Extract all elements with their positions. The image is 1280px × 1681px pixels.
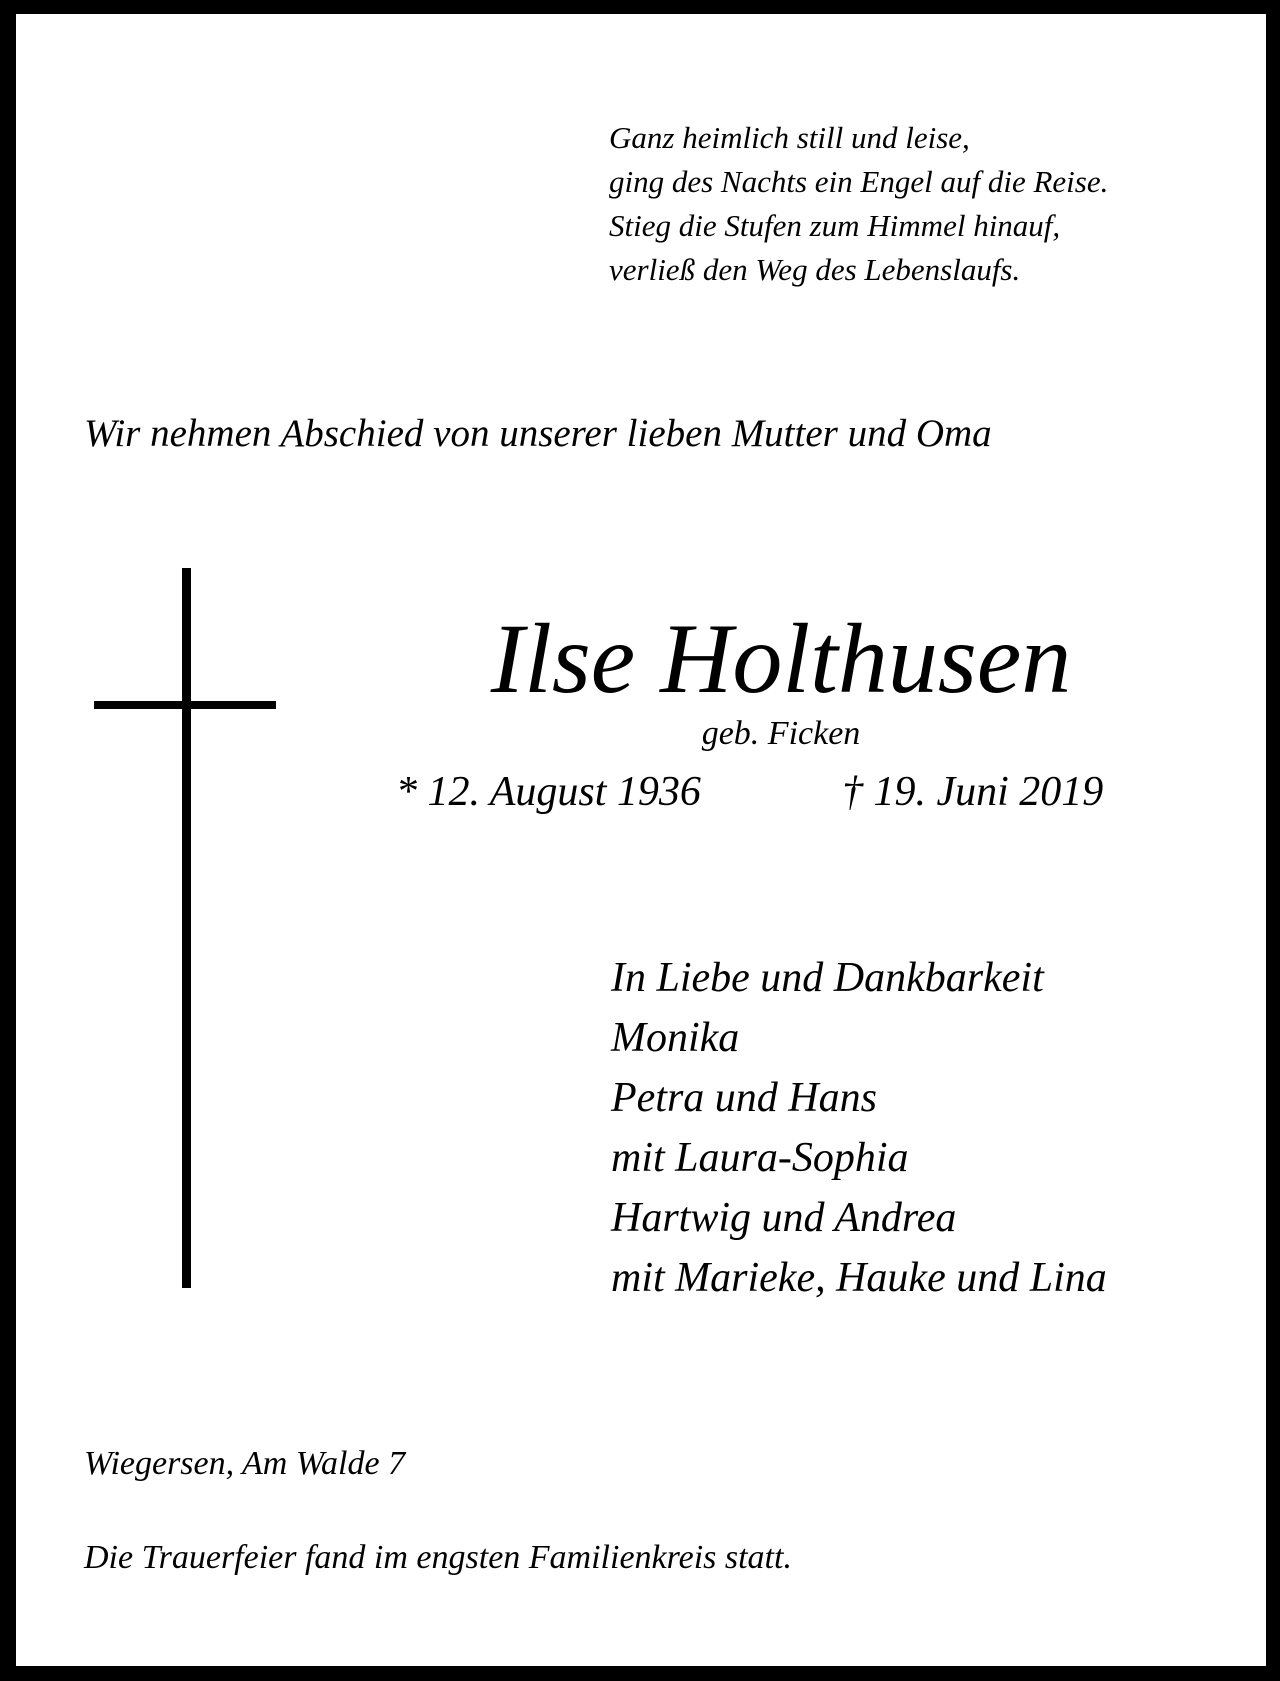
mourner-line: Monika bbox=[611, 1015, 740, 1061]
poem-line: ging des Nachts ein Engel auf die Reise. bbox=[609, 164, 1109, 199]
ceremony-note: Die Trauerfeier fand im engsten Familienkreis statt. bbox=[84, 1539, 792, 1576]
poem-line: Stieg die Stufen zum Himmel hinauf, bbox=[609, 208, 1061, 243]
poem-line: Ganz heimlich still und leise, bbox=[609, 120, 970, 155]
life-dates bbox=[396, 766, 1104, 818]
address: Wiegersen, Am Walde 7 bbox=[84, 1445, 406, 1482]
mourner-line: In Liebe und Dankbarkeit bbox=[611, 955, 1044, 1001]
poem-line: verließ den Weg des Lebenslaufs. bbox=[609, 252, 1021, 287]
farewell-text: Wir nehmen Abschied von unserer lieben Mutter und Oma bbox=[84, 412, 992, 455]
cross-vertical-bar bbox=[182, 568, 191, 1288]
mourner-line: Petra und Hans bbox=[611, 1075, 877, 1121]
mourners-list bbox=[611, 948, 1107, 1308]
cross-horizontal-bar bbox=[94, 701, 276, 709]
birth-date: * 12. August 1936 bbox=[396, 769, 701, 815]
deceased-name-block bbox=[386, 604, 1176, 754]
poem bbox=[609, 116, 1108, 292]
deceased-name: Ilse Holthusen bbox=[490, 603, 1072, 714]
death-date: † 19. Juni 2019 bbox=[842, 769, 1104, 815]
mourner-line: Hartwig und Andrea bbox=[611, 1195, 957, 1241]
mourner-line: mit Marieke, Hauke und Lina bbox=[611, 1255, 1107, 1301]
maiden-name: geb. Ficken bbox=[701, 715, 861, 752]
mourner-line: mit Laura-Sophia bbox=[611, 1135, 909, 1181]
obituary-notice bbox=[16, 14, 1266, 1666]
